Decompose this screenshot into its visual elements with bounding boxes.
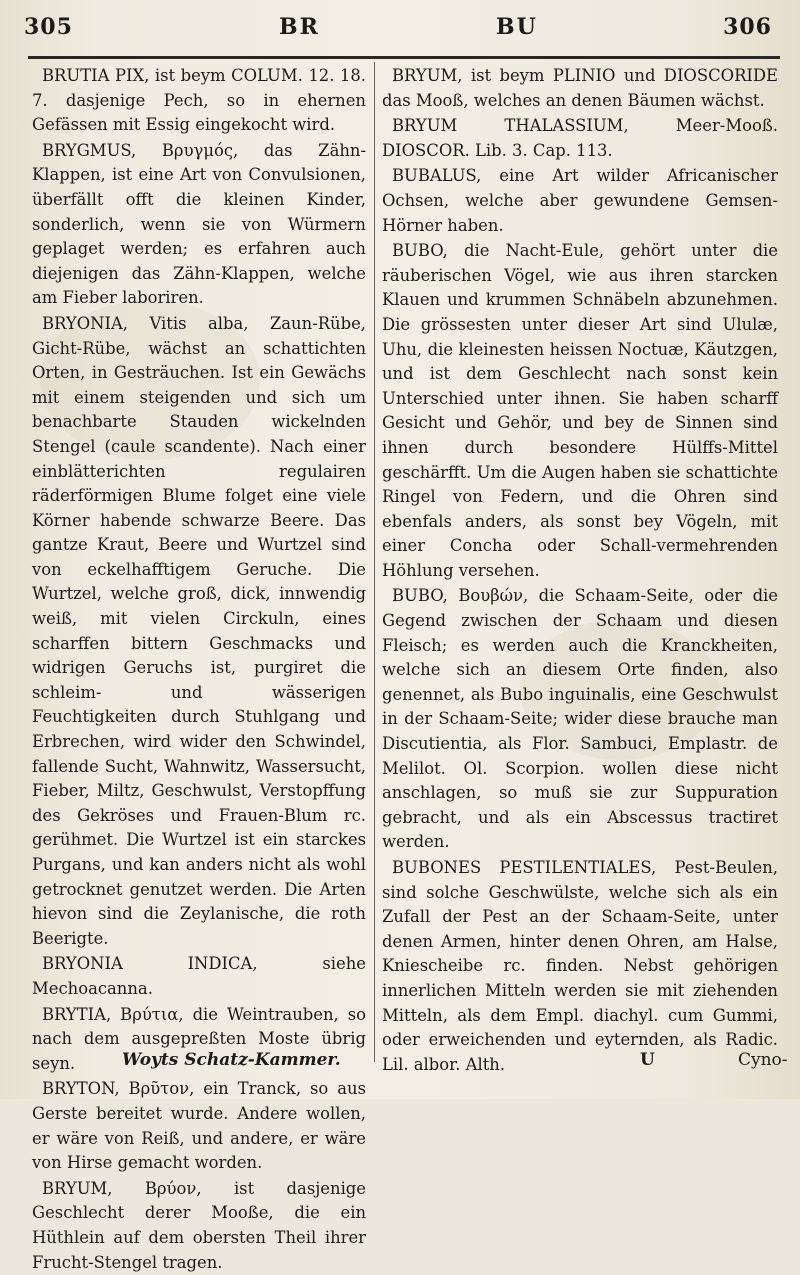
right-page-number: 306 — [723, 14, 772, 40]
catchword: Cyno- — [738, 1050, 788, 1070]
entry-bryonia-indica: BRYONIA INDICA, siehe Mechoacanna. — [32, 954, 366, 998]
entry-bubo-owl: BUBO, die Nacht-Eule, gehört unter die räuberischen Vögel, wie aus ihren starcken Klauen und krummen Schnäbeln abzunehmen. Die grössesten unter dieser Art sind Ululæ, Uhu, die kleinesten heissen Noctuæ, Käutzgen, und ist dem Geschlecht nach sonst kein Unterschied unter ihnen. Sie haben scharff Gesicht und Gehör, und bey de Sinnen sind ihnen durch besondere Hülffs-Mittel geschärfft. Um die Augen haben sie schattichte Ringel von Federn, und die Ohren sind ebenfals anders, als sonst bey Vögeln, mit einer Concha oder Schall-vermehrenden Höhlung versehen. — [382, 241, 778, 580]
entry-bryum: BRYUM, Βρύον, ist dasjenige Geschlecht derer Mooße, die ein Hüthlein auf dem obersten Theil ihrer Frucht-Stengel tragen. — [32, 1178, 366, 1272]
entry-bubalus: BUBALUS, eine Art wilder Africanischer Ochsen, welche aber gewundene Gemsen-Hörner haben. — [382, 166, 778, 235]
entry-bubo-groin: BUBO, Βουβών, die Schaam-Seite, oder die Gegend zwischen der Schaam und diesen Fleisch; es werden auch die Kranckheiten, welche sich an diesem Orte finden, also genennet, als Bubo inguinalis, eine Geschwulst in der Schaam-Seite; wider diese brauche man Discutientia, als Flor. Sambuci, Emplastr. de Melilot. Ol. Scorpion. wollen diese nicht anschlagen, so muß sie zur Suppuration gebracht, und als ein Abscessus tractiret werden. — [382, 586, 778, 852]
left-guide-word: BR — [279, 14, 320, 40]
footer-catchword-title: Woyts Schatz-Kammer. — [122, 1050, 341, 1070]
left-column — [32, 64, 366, 1275]
right-guide-word: BU — [496, 14, 538, 40]
entry-bryum-thalassium: BRYUM THALASSIUM, Meer-Mooß. DIOSCOR. Lib. 3. Cap. 113. — [382, 116, 778, 160]
entry-bryum-plinio: BRYUM, ist beym PLINIO und DIOSCORIDE das Mooß, welches an denen Bäumen wächst. — [382, 66, 778, 110]
entry-bryonia: BRYONIA, Vitis alba, Zaun-Rübe, Gicht-Rübe, wächst an schattichten Orten, in Gesträuchen. Ist ein Gewächs mit einem steigenden und sich um benachbarte Stauden wickelnden Stengel (caule scandente). Nach einer einblätterichten regulairen räderförmigen Blume folget eine viele Körner habende schwarze Beere. Das gantze Kraut, Beere und Wurtzel sind von eckelhafftigem Geruche. Die Wurtzel, welche groß, dick, innwendig weiß, mit vielen Circkuln, eines scharffen bittern Geschmacks und widrigen Geruchs ist, purgiret die schleim- und wässerigen Feuchtigkeiten durch Stuhlgang und Erbrechen, wird wider den Schwindel, fallende Sucht, Wahnwitz, Wassersucht, Fieber, Miltz, Geschwulst, Verstopffung des Gekröses und Frauen-Blum rc. gerühmet. Die Wurtzel ist ein starckes Purgans, und kan anders nicht als wohl getrocknet genutzet werden. Die Arten hievon sind die Zeylanische, die roth Beerigte. — [32, 313, 366, 948]
right-column — [382, 64, 778, 1077]
header-rule — [28, 56, 780, 59]
entry-brutia-pix: BRUTIA PIX, ist beym COLUM. 12. 18. 7. dasjenige Pech, so in ehernen Gefässen mit Essig eingekocht wird. — [32, 66, 366, 135]
entry-bubones: BUBONES PESTILENTIALES, Pest-Beulen, sind solche Geschwülste, welche sich als ein Zufall der Pest an der Schaam-Seite, unter denen Armen, hinter denen Ohren, am Halse, Kniescheibe rc. finden. Nebst gehörigen innerlichen Mitteln werden sie mit ziehenden Mitteln, als dem Empl. diachyl. cum Gummi, oder erweichenden und eyternden, als Radic. Lil. albor. Alth. — [382, 858, 778, 1074]
entry-bryton: BRYTON, Βρῦτον, ein Tranck, so aus Gerste bereitet wurde. Andere wollen, er wäre von Reiß, und andere, er wäre von Hirse gemacht worden. — [32, 1079, 366, 1173]
left-page-number: 305 — [24, 14, 73, 40]
column-divider — [374, 62, 375, 1062]
running-header — [24, 14, 780, 58]
entry-brygmus: BRYGMUS, Βρυγμός, das Zähn-Klappen, ist eine Art von Convulsionen, überfällt offt die kleinen Kinder, sonderlich, wenn sie von Würmern geplaget werden; es erfahren auch diejenigen das Zähn-Klappen, welche am Fieber laboriren. — [32, 140, 366, 308]
signature-mark: U — [640, 1050, 655, 1070]
entry-brytia: BRYTIA, Βρύτια, die Weintrauben, so nach dem ausgepreßten Moste übrig seyn. — [32, 1004, 366, 1073]
